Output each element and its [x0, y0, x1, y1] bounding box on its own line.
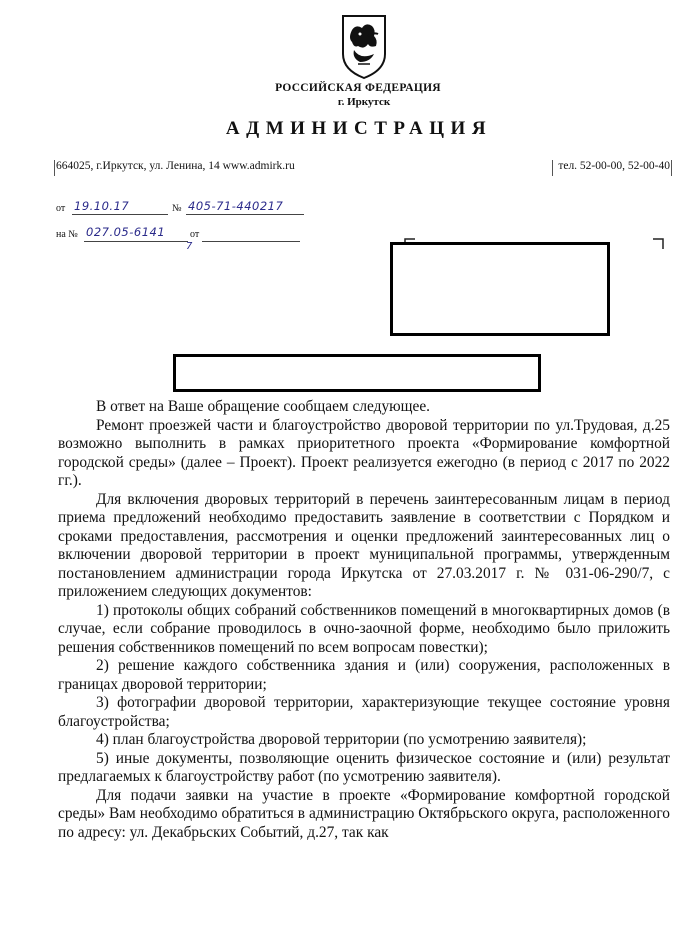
- reply-suffix-handwritten: 7: [186, 241, 193, 252]
- number-handwritten: 405-71-440217: [188, 199, 284, 213]
- redacted-salutation: [173, 354, 541, 392]
- reply-from-label: от: [190, 229, 200, 240]
- letter-body: [58, 398, 670, 842]
- from-label: от: [56, 203, 66, 214]
- reply-number-line: [84, 241, 188, 242]
- letterhead-contacts: [56, 160, 670, 178]
- address-text: 664025, г.Иркутск, ул. Ленина, 14 www.admirk.ru: [56, 160, 295, 172]
- body-paragraph: 5) иные документы, позволяющие оценить физическое состояние и (или) результат предлагаемых к благоустройству работ (по усмотрению заявителя).: [58, 749, 670, 785]
- city-name: г. Иркутск: [337, 96, 391, 108]
- from-date-handwritten: 19.10.17: [74, 199, 130, 213]
- body-paragraph: В ответ на Ваше обращение сообщаем следующее.: [96, 398, 431, 415]
- country-name: РОССИЙСКАЯ ФЕДЕРАЦИЯ: [275, 82, 441, 94]
- number-label: №: [172, 203, 182, 214]
- coat-of-arms-icon: [340, 14, 388, 80]
- addressee-bracket-right: [652, 238, 664, 250]
- body-paragraph: Ремонт проезжей части и благоустройство дворовой территории по ул.Трудовая, д.25 возможно выполнить в рамках приоритетного проекта «Формирование комфортной городской среды» (далее – Проект). Проект реализуется ежегодно (в период с 2017 по 2022 гг.).: [58, 416, 670, 489]
- organization-title: АДМИНИСТРАЦИЯ: [225, 118, 493, 139]
- body-paragraph: 3) фотографии дворовой территории, характеризующие текущее состояние уровня благоустройства;: [58, 694, 670, 730]
- body-paragraph: Для подачи заявки на участие в проекте «Формирование комфортной городской среды» Вам необходимо обратиться в администрацию Октябрьского округа, расположенного по адресу: ул. Декабрьских Событий, д.27, так как: [58, 786, 670, 841]
- reply-from-line: [202, 241, 300, 242]
- body-paragraph: Для включения дворовых территорий в перечень заинтересованным лицам в период приема предложений необходимо предоставить заявление в соответствии с Порядком и сроками предоставления, рассмотрения и оценки предложений заинтересованных лиц о включении дворовой территории в проект муниципальной программы, утвержденным постановлением администрации города Иркутска от 27.03.2017 г. № 031-06-290/7, с приложением следующих документов:: [58, 490, 670, 600]
- reply-label: на №: [56, 229, 78, 240]
- reply-number-handwritten: 027.05-6141: [86, 225, 166, 239]
- number-line: [186, 214, 304, 215]
- redacted-addressee: [390, 242, 610, 336]
- body-paragraph: 4) план благоустройства дворовой территории (по усмотрению заявителя);: [96, 731, 587, 748]
- body-paragraph: 2) решение каждого собственника здания и (или) сооружения, расположенных в границах дворовой территории;: [58, 657, 670, 693]
- body-paragraph: 1) протоколы общих собраний собственников помещений в многоквартирных домов (в случае, если собрание проводилось в очно-заочной форме, необходимо было приложить решения собственников помещений по всем вопросам повестки);: [58, 601, 670, 656]
- from-date-line: [72, 214, 168, 215]
- phone-text: тел. 52-00-00, 52-00-40: [558, 160, 670, 172]
